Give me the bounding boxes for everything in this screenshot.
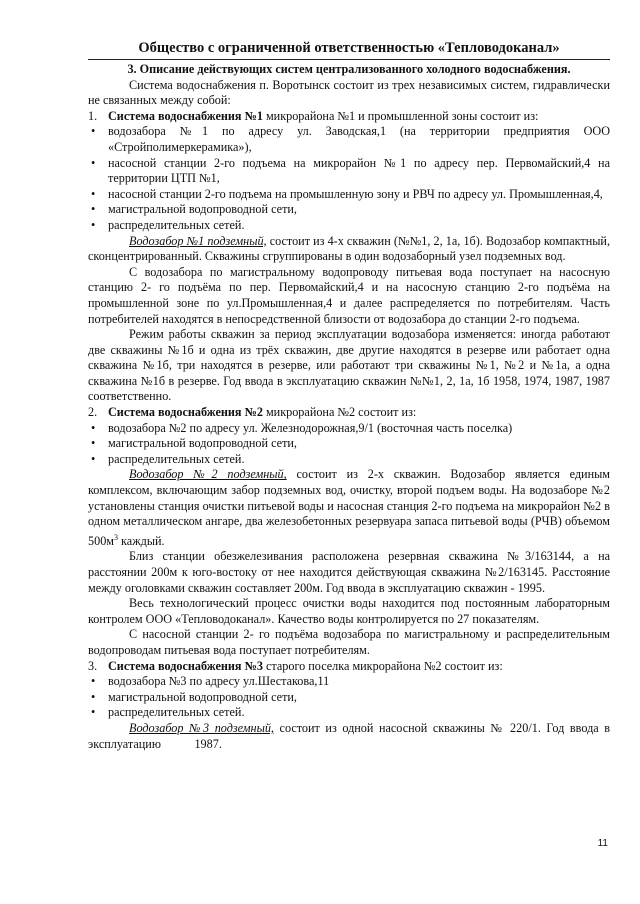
intake-3-paragraph bbox=[88, 721, 614, 752]
system-1-paragraph-1: С водозабора по магистральному водопроводу питьевая вода поступает на насосную станцию 2- го подъёма по пер. Первомайский,4 и на насосную станцию 2-го подъёма на промышленной зоне по ул.Промышленная,4 и далее распределяется по потребителям. Часть потребителей находятся в непосредственной близости от водозабора до станции 2-го подъема. bbox=[88, 264, 610, 326]
intake-2-text: состоит из 2-х скважин. Водозабор является единым комплексом, включающим забор подземных вод, очистку, второй подъем воды. На водозаборе №2 установлены станция очистки питьевой воды и насосная станция 2-го подъема на микрорайон №2 в одном металлическом ангаре, два железобетонных резервуара запаса питьевой воды (РЧВ) объемом 500м bbox=[88, 467, 610, 548]
system-1-number: 1. bbox=[88, 108, 98, 123]
system-1-title: Система водоснабжения №1 bbox=[108, 108, 263, 123]
section-title: 3. Описание действующих систем централизованного холодного водоснабжения. bbox=[127, 62, 571, 76]
list-item: • водозабора №3 по адресу ул.Шестакова,11 bbox=[88, 674, 610, 690]
list-item: • магистральной водопроводной сети, bbox=[88, 690, 610, 706]
intake-2-tail: каждый. bbox=[118, 533, 165, 548]
page-number: 11 bbox=[597, 838, 608, 849]
list-item: • распределительных сетей. bbox=[88, 705, 610, 721]
intake-1-paragraph bbox=[88, 234, 610, 265]
system-2-heading bbox=[88, 405, 610, 421]
system-2-paragraph-2: Весь технологический процесс очистки воды находится под постоянным лабораторным контролем ООО «Тепловодоканал». Качество воды контролируется по 27 показателям. bbox=[88, 596, 610, 626]
system-1-paragraph-2: Режим работы скважин за период эксплуатации водозабора изменяется: иногда работают две скважины №1б и одна из трёх скважин, две другие находятся в резерве или работает одна скважина №1б, три находятся в резерве, или работают три скважины №1, №2 и №1а, а одна скважина №1б в резерве. Год ввода в эксплуатацию скважин №№1, 2, 1а, 1б 1958, 1974, 1987, 1987 соответственно. bbox=[88, 327, 610, 404]
list-item: • распределительных сетей. bbox=[88, 452, 610, 468]
header-rule bbox=[88, 59, 610, 60]
list-item: • магистральной водопроводной сети, bbox=[88, 436, 610, 452]
system-1-heading-rest: микрорайона №1 и промышленной зоны состоит из: bbox=[262, 108, 539, 123]
system-2-list bbox=[88, 421, 610, 468]
list-item: • водозабора №1 по адресу ул. Заводская,1 (на территории предприятия ООО «Стройполимеркерамика»), bbox=[88, 124, 610, 155]
intake-3-text: состоит из одной насосной скважины № 220/1. Год ввода в эксплуатацию 1987. bbox=[88, 721, 614, 751]
intake-2-label: Водозабор №2 подземный, bbox=[129, 467, 287, 482]
system-2-number: 2. bbox=[88, 405, 98, 420]
system-3-list bbox=[88, 674, 610, 721]
document-body bbox=[88, 62, 614, 752]
list-item: • насосной станции 2-го подъема на промышленную зону и РВЧ по адресу ул. Промышленная,4, bbox=[88, 187, 610, 203]
system-3-heading-rest: старого поселка микрорайона №2 состоит из: bbox=[262, 658, 503, 673]
intro-paragraph: Система водоснабжения п. Воротынск состоит из трех независимых систем, гидравлически не связанных между собой: bbox=[88, 77, 610, 108]
system-1-list bbox=[88, 124, 610, 233]
system-1-heading bbox=[88, 109, 610, 125]
system-3-number: 3. bbox=[88, 658, 98, 673]
system-2-paragraph-1: Близ станции обезжелезивания расположена резервная скважина №3/163144, а на расстоянии 200м к юго-востоку от нее находится действующая скважина №2/163145. Расстояние между оголовками скважин составляет 200м. Год ввода в эксплуатацию скважин - 1995. bbox=[88, 549, 610, 595]
system-2-heading-rest: микрорайона №2 состоит из: bbox=[262, 405, 417, 420]
system-2-paragraph-3: С насосной станции 2- го подъёма водозабора по магистральному и распределительным водопроводам питьевая вода поступает потребителям. bbox=[88, 627, 610, 658]
intake-1-text: состоит из 4-х скважин (№№1, 2, 1а, 1б). Водозабор компактный, сконцентрированный. Скважины сгруппированы в один водозаборный узел подземных вод. bbox=[88, 233, 611, 264]
intake-2-paragraph bbox=[88, 467, 610, 549]
system-3-title: Система водоснабжения №3 bbox=[108, 658, 263, 673]
intake-1-label: Водозабор №1 подземный, bbox=[129, 233, 267, 248]
system-2-title: Система водоснабжения №2 bbox=[108, 405, 263, 420]
intake-3-label: Водозабор №3 подземный, bbox=[129, 721, 274, 735]
list-item: • распределительных сетей. bbox=[88, 218, 610, 234]
organization-header: Общество с ограниченной ответственностью «Тепловодоканал» bbox=[138, 40, 560, 56]
intake-2-superscript: 3 bbox=[114, 532, 118, 542]
system-3-heading bbox=[88, 659, 610, 675]
list-item: • насосной станции 2-го подъема на микрорайон №1 по адресу пер. Первомайский,4 на территории ЦТП №1, bbox=[88, 156, 610, 187]
list-item: • магистральной водопроводной сети, bbox=[88, 202, 610, 218]
list-item: • водозабора №2 по адресу ул. Железнодорожная,9/1 (восточная часть поселка) bbox=[88, 421, 610, 437]
